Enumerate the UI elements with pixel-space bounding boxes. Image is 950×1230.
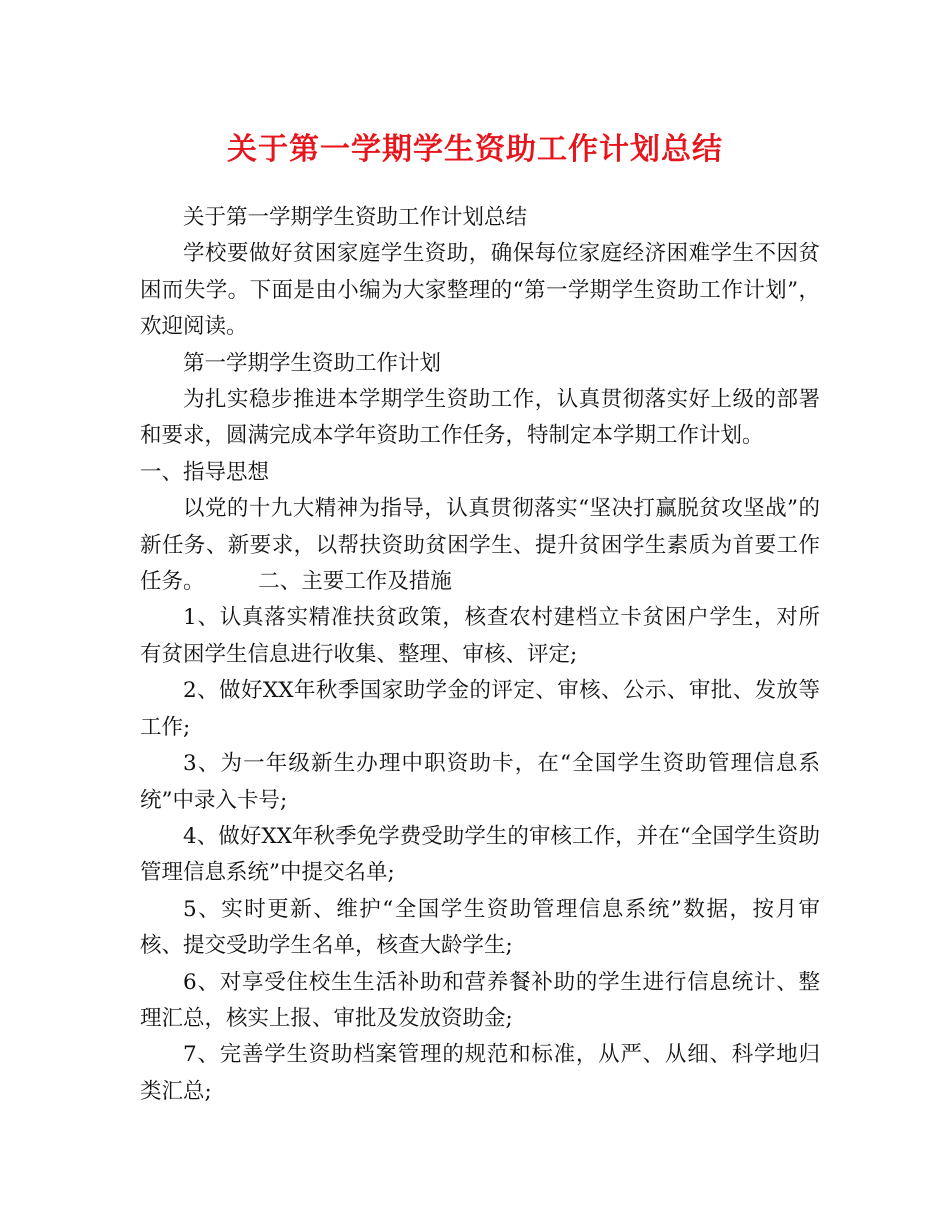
list-item: 5、实时更新、维护“全国学生资助管理信息系统”数据，按月审核、提交受助学生名单，核查大龄学生; — [140, 896, 820, 959]
paragraph: 第一学期学生资助工作计划 — [183, 350, 442, 376]
list-item: 6、对享受住校生生活补助和营养餐补助的学生进行信息统计、整理汇总，核实上报、审批及发放资助金; — [140, 969, 820, 1031]
paragraph: 以党的十九大精神为指导，认真贯彻落实“坚决打赢脱贫攻坚战”的新任务、新要求，以帮扶资助贫困学生、提升贫困学生素质为首要工作任务。 二、主要工作及措施 — [140, 496, 820, 595]
list-item: 2、做好XX年秋季国家助学金的评定、审核、公示、审批、发放等工作; — [140, 678, 820, 740]
document-title: 关于第一学期学生资助工作计划总结 — [227, 132, 723, 167]
list-item: 4、做好XX年秋季免学费受助学生的审核工作，并在“全国学生资助管理信息系统”中提交名单; — [140, 823, 820, 886]
paragraph: 学校要做好贫困家庭学生资助，确保每位家庭经济困难学生不因贫困而失学。下面是由小编为大家整理的“第一学期学生资助工作计划”，欢迎阅读。 — [140, 241, 820, 340]
list-item: 3、为一年级新生办理中职资助卡，在“全国学生资助管理信息系统”中录入卡号; — [140, 751, 820, 813]
list-item: 1、认真落实精准扶贫政策，核查农村建档立卡贫困户学生，对所有贫困学生信息进行收集、整理、审核、评定; — [140, 605, 820, 667]
paragraph: 关于第一学期学生资助工作计划总结 — [183, 205, 528, 230]
paragraph: 为扎实稳步推进本学期学生资助工作，认真贯彻落实好上级的部署和要求，圆满完成本学年资助工作任务，特制定本学期工作计划。 — [140, 387, 820, 449]
list-item: 7、完善学生资助档案管理的规范和标准，从严、从细、科学地归类汇总; — [140, 1042, 820, 1104]
document-body — [140, 200, 820, 1110]
section-heading: 一、指导思想 — [140, 459, 270, 485]
